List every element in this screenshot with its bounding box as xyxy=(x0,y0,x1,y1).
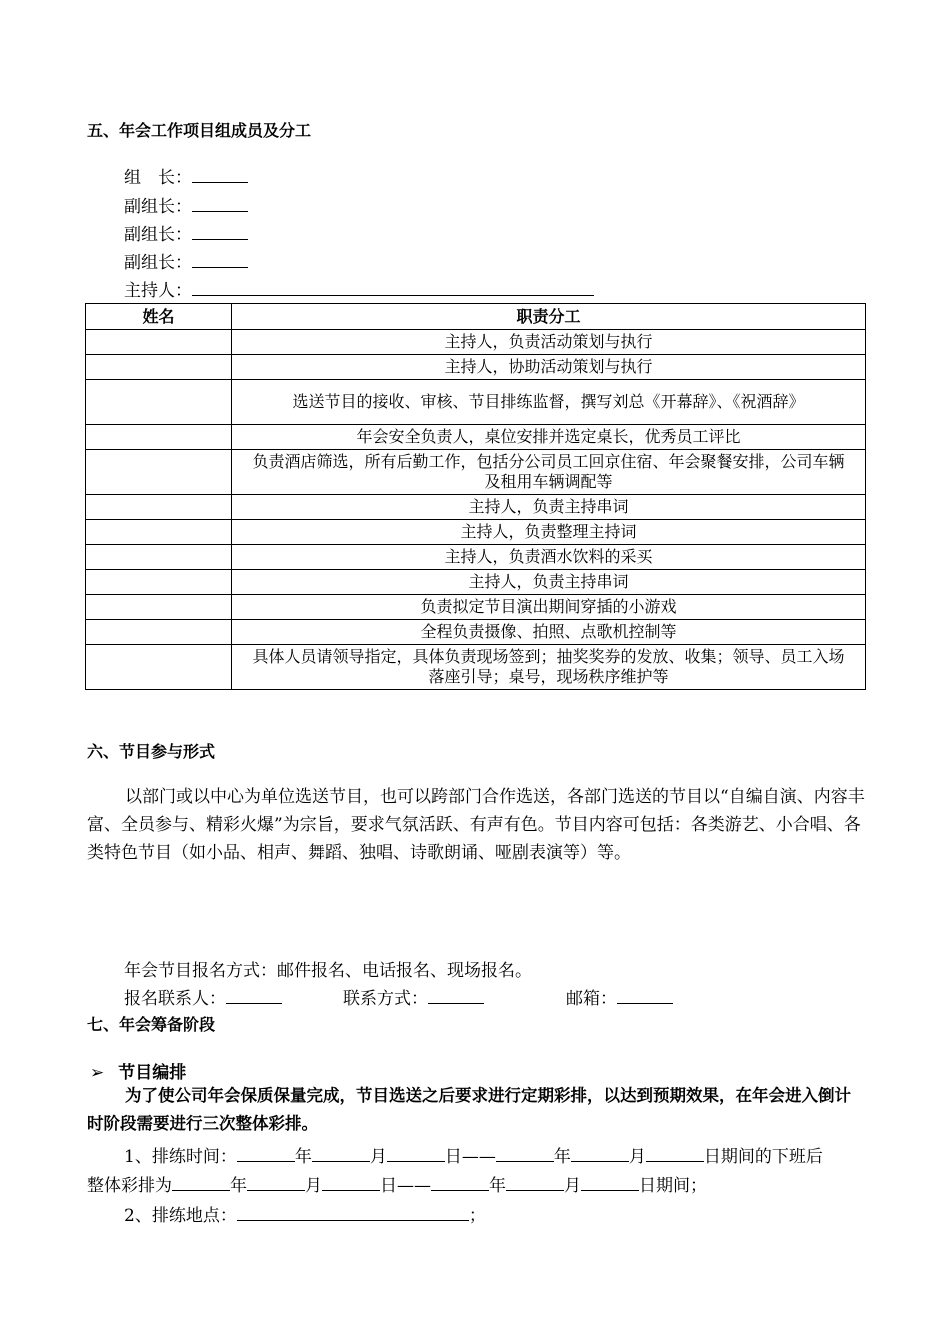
year-blank-4[interactable] xyxy=(431,1174,489,1191)
name-cell[interactable] xyxy=(86,380,232,425)
rehearsal-time-row xyxy=(124,1142,823,1167)
table-row xyxy=(86,645,866,690)
period2-end: 日期间； xyxy=(639,1176,707,1196)
table-row xyxy=(86,495,866,520)
place-end: ； xyxy=(468,1206,486,1226)
deputy-blank-1[interactable] xyxy=(192,195,248,212)
duty-cell: 主持人，协助活动策划与执行 xyxy=(232,355,866,380)
month-blank-3[interactable] xyxy=(247,1174,305,1191)
signup-methods: 年会节目报名方式：邮件报名、电话报名、现场报名。 xyxy=(124,961,532,981)
table-row xyxy=(86,570,866,595)
deputy-label-1: 副组长： xyxy=(124,197,192,217)
section7-title: 七、年会筹备阶段 xyxy=(87,1015,216,1034)
header-name: 姓名 xyxy=(86,304,232,330)
email-label: 邮箱： xyxy=(566,989,617,1009)
name-cell[interactable] xyxy=(86,595,232,620)
deputy-blank-2[interactable] xyxy=(192,223,248,240)
duty-cell: 主持人，负责酒水饮料的采买 xyxy=(232,545,866,570)
host-blank[interactable] xyxy=(192,279,594,296)
deputy-field-3 xyxy=(124,248,248,273)
table-row xyxy=(86,380,866,425)
year-blank-3[interactable] xyxy=(172,1174,230,1191)
day-blank-3[interactable] xyxy=(322,1174,380,1191)
table-row xyxy=(86,545,866,570)
table-header-row xyxy=(86,304,866,330)
deputy-field-1 xyxy=(124,192,248,217)
year-blank-2[interactable] xyxy=(496,1145,554,1162)
name-cell[interactable] xyxy=(86,495,232,520)
table-row xyxy=(86,355,866,380)
name-cell[interactable] xyxy=(86,330,232,355)
day-blank-4[interactable] xyxy=(581,1174,639,1191)
deputy-label-3: 副组长： xyxy=(124,253,192,273)
arrow-bullet-icon: ➢ xyxy=(90,1063,105,1083)
section6-title: 六、节目参与形式 xyxy=(87,742,216,761)
email-row xyxy=(566,984,673,1009)
name-cell[interactable] xyxy=(86,545,232,570)
duty-cell: 主持人，负责活动策划与执行 xyxy=(232,330,866,355)
whole-rehearsal-row xyxy=(87,1171,707,1196)
header-duty: 职责分工 xyxy=(232,304,866,330)
subtitle-row xyxy=(90,1058,186,1083)
contact-person-label: 报名联系人： xyxy=(124,989,226,1009)
table-row xyxy=(86,620,866,645)
year-unit: 年 xyxy=(489,1176,506,1196)
table-row xyxy=(86,450,866,495)
name-cell[interactable] xyxy=(86,620,232,645)
day-unit: 日 xyxy=(380,1176,397,1196)
deputy-blank-3[interactable] xyxy=(192,251,248,268)
table-row xyxy=(86,425,866,450)
section5-title: 五、年会工作项目组成员及分工 xyxy=(87,121,312,140)
host-label: 主持人： xyxy=(124,281,192,301)
month-blank-2[interactable] xyxy=(571,1145,629,1162)
name-cell[interactable] xyxy=(86,355,232,380)
name-cell[interactable] xyxy=(86,520,232,545)
section6-paragraph: 以部门或以中心为单位选送节目，也可以跨部门合作选送，各部门选送的节目以“自编自演、内容丰富、全员参与、精彩火爆”为宗旨，要求气氛活跃、有声有色。节目内容可包括：各类游艺、小合唱、各类特色节目（如小品、相声、舞蹈、独唱、诗歌朗诵、哑剧表演等）等。 xyxy=(87,787,865,863)
month-unit: 月 xyxy=(628,1147,646,1167)
month-unit: 月 xyxy=(305,1176,322,1196)
duty-table xyxy=(85,303,866,690)
day-blank-1[interactable] xyxy=(387,1145,445,1162)
table-row xyxy=(86,520,866,545)
contact-row xyxy=(124,984,282,1009)
table-row xyxy=(86,330,866,355)
range-dash: —— xyxy=(461,1147,496,1167)
name-cell[interactable] xyxy=(86,645,232,690)
subtitle: 节目编排 xyxy=(118,1063,187,1083)
duty-cell: 年会安全负责人，桌位安排并选定桌长，优秀员工评比 xyxy=(232,425,866,450)
host-field xyxy=(124,276,594,301)
year-unit: 年 xyxy=(294,1147,312,1167)
leader-field xyxy=(124,163,248,188)
duty-cell: 负责拟定节目演出期间穿插的小游戏 xyxy=(232,595,866,620)
year-unit: 年 xyxy=(230,1176,247,1196)
rehearsal-intro: 为了使公司年会保质保量完成，节目选送之后要求进行定期彩排，以达到预期效果，在年会进入倒计时阶段需要进行三次整体彩排。 xyxy=(87,1086,851,1133)
duty-cell: 主持人，负责主持串词 xyxy=(232,570,866,595)
rehearsal-place-blank[interactable] xyxy=(237,1204,469,1221)
name-cell[interactable] xyxy=(86,425,232,450)
duty-cell: 选送节目的接收、审核、节目排练监督，撰写刘总《开幕辞》、《祝酒辞》 xyxy=(232,380,866,425)
rehearsal-place-row xyxy=(124,1201,486,1226)
contact-method-label: 联系方式： xyxy=(343,989,428,1009)
email-blank[interactable] xyxy=(617,987,673,1004)
rehearsal-place-label: 2、排练地点： xyxy=(124,1206,237,1226)
whole-rehearsal-label: 整体彩排为 xyxy=(87,1176,172,1196)
month-blank-1[interactable] xyxy=(312,1145,370,1162)
table-row xyxy=(86,595,866,620)
duty-cell: 负责酒店筛选，所有后勤工作，包括分公司员工回京住宿、年会聚餐安排，公司车辆及租用车辆调配等 xyxy=(232,450,866,495)
leader-blank[interactable] xyxy=(192,166,248,183)
duty-cell: 主持人，负责主持串词 xyxy=(232,495,866,520)
duty-cell: 全程负责摄像、拍照、点歌机控制等 xyxy=(232,620,866,645)
duty-cell: 具体人员请领导指定，具体负责现场签到；抽奖奖券的发放、收集；领导、员工入场落座引导；桌号，现场秩序维护等 xyxy=(232,645,866,690)
range-dash: —— xyxy=(397,1176,431,1196)
leader-label: 组 长： xyxy=(124,168,192,188)
rehearsal-time-label: 1、排练时间： xyxy=(124,1147,237,1167)
deputy-field-2 xyxy=(124,220,248,245)
year-blank-1[interactable] xyxy=(237,1145,295,1162)
contact-method-row xyxy=(343,984,484,1009)
day-unit: 日 xyxy=(444,1147,462,1167)
period1-end: 日期间的下班后 xyxy=(703,1147,823,1167)
contact-person-blank[interactable] xyxy=(226,987,282,1004)
duty-cell: 主持人，负责整理主持词 xyxy=(232,520,866,545)
contact-method-blank[interactable] xyxy=(428,987,484,1004)
month-unit: 月 xyxy=(369,1147,387,1167)
name-cell[interactable] xyxy=(86,450,232,495)
deputy-label-2: 副组长： xyxy=(124,225,192,245)
day-blank-2[interactable] xyxy=(646,1145,704,1162)
month-blank-4[interactable] xyxy=(506,1174,564,1191)
year-unit: 年 xyxy=(553,1147,571,1167)
name-cell[interactable] xyxy=(86,570,232,595)
month-unit: 月 xyxy=(564,1176,581,1196)
